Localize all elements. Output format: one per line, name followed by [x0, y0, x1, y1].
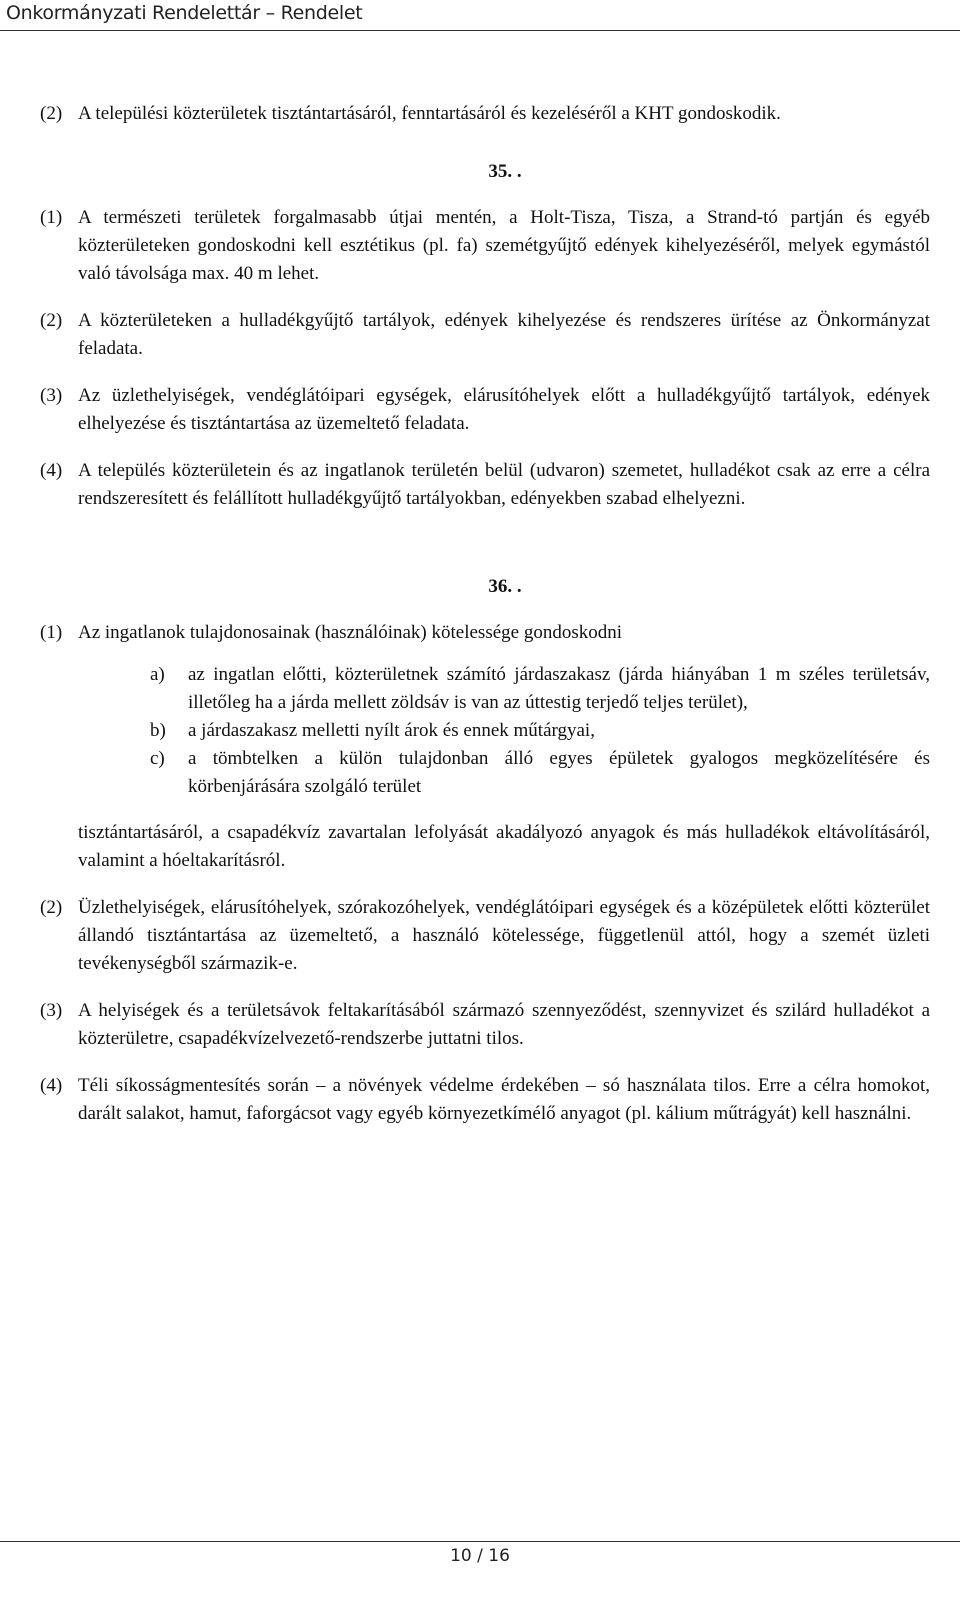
item-text: a tömbtelken a külön tulajdonban álló egyes épületek gyalogos megközelítésére és körbenjárására szolgáló terület [188, 748, 930, 797]
paragraph-number: (4) [40, 1075, 63, 1096]
document-body [40, 100, 930, 1147]
paragraph-34-2 [40, 100, 930, 128]
paragraph-text: A természeti területek forgalmasabb útjai mentén, a Holt-Tisza, Tisza, a Strand-tó partján és egyéb közterületeken gondoskodni kell esztétikus (pl. fa) szemétgyűjtő edények kihelyezéséről, melyek egymástól való távolsága max. 40 m lehet. [78, 207, 930, 284]
list-item [150, 661, 930, 717]
header-divider [0, 30, 960, 31]
paragraph-35-3 [40, 382, 930, 438]
paragraph-number: (2) [40, 897, 63, 918]
item-text: a járdaszakasz melletti nyílt árok és ennek műtárgyai, [188, 720, 595, 741]
list-item [150, 717, 930, 745]
section-title-35: 35. . [488, 161, 522, 182]
paragraph-number: (3) [40, 1000, 63, 1021]
paragraph-36-1 [40, 619, 930, 647]
paragraph-number: (4) [40, 460, 63, 481]
paragraph-number: (1) [40, 207, 63, 228]
paragraph-35-1 [40, 204, 930, 288]
header-title: Onkormányzati Rendelettár – Rendelet [6, 2, 363, 24]
item-letter: b) [150, 720, 166, 741]
paragraph-text: A közterületeken a hulladékgyűjtő tartályok, edények kihelyezése és rendszeres ürítése az Önkormányzat feladata. [78, 310, 930, 359]
document-header [0, 0, 960, 30]
paragraph-text: A helyiségek és a területsávok feltakarításából származó szennyeződést, szennyvizet és szilárd hulladékot a közterületre, csapadékvízelvezető-rendszerbe juttatni tilos. [78, 1000, 930, 1049]
paragraph-number: (2) [40, 310, 63, 331]
paragraph-text: A települési közterületek tisztántartásáról, fenntartásáról és kezeléséről a KHT gondoskodik. [78, 103, 781, 124]
paragraph-number: (1) [40, 622, 63, 643]
list-item [150, 745, 930, 801]
section-title-36: 36. . [488, 576, 522, 597]
paragraph-36-2 [40, 894, 930, 978]
paragraph-text: Üzlethelyiségek, elárusítóhelyek, szórakozóhelyek, vendéglátóipari egységek és a középületek előtti közterület állandó tisztántartása az üzemeltető, a használó kötelessége, függetlenül attól, hogy a szemét üzleti tevékenységből származik-e. [78, 897, 930, 974]
paragraph-36-4 [40, 1072, 930, 1128]
paragraph-36-1-continuation: tisztántartásáról, a csapadékvíz zavartalan lefolyását akadályozó anyagok és más hulladékok eltávolításáról, valamint a hóeltakarításról. [78, 822, 930, 871]
paragraph-text: Téli síkosságmentesítés során – a növények védelme érdekében – só használata tilos. Erre a célra homokot, darált salakot, hamut, faforgácsot vagy egyéb környezetkímélő anyagot (pl. kálium műtrágyát) kell használni. [78, 1075, 930, 1124]
paragraph-36-3 [40, 997, 930, 1053]
paragraph-35-2 [40, 307, 930, 363]
footer-divider [0, 1541, 960, 1542]
paragraph-text: Az üzlethelyiségek, vendéglátóipari egységek, elárusítóhelyek előtt a hulladékgyűjtő tartályok, edények elhelyezése és tisztántartása az üzemeltető feladata. [78, 385, 930, 434]
item-letter: a) [150, 664, 165, 685]
item-text: az ingatlan előtti, közterületnek számító járdaszakasz (járda hiányában 1 m széles területsáv, illetőleg ha a járda mellett zöldsáv is van az úttestig terjedő teljes terület), [188, 664, 930, 713]
paragraph-number: (3) [40, 385, 63, 406]
paragraph-text: A település közterületein és az ingatlanok területén belül (udvaron) szemetet, hulladékot csak az erre a célra rendszeresített és felállított hulladékgyűjtő tartályokban, edényekben szabad elhelyezni. [78, 460, 930, 509]
paragraph-number: (2) [40, 103, 63, 124]
paragraph-text: Az ingatlanok tulajdonosainak (használóinak) kötelessége gondoskodni [78, 622, 623, 643]
item-list [40, 661, 930, 801]
page-number: 10 / 16 [450, 1546, 510, 1566]
paragraph-35-4 [40, 457, 930, 513]
item-letter: c) [150, 748, 165, 769]
